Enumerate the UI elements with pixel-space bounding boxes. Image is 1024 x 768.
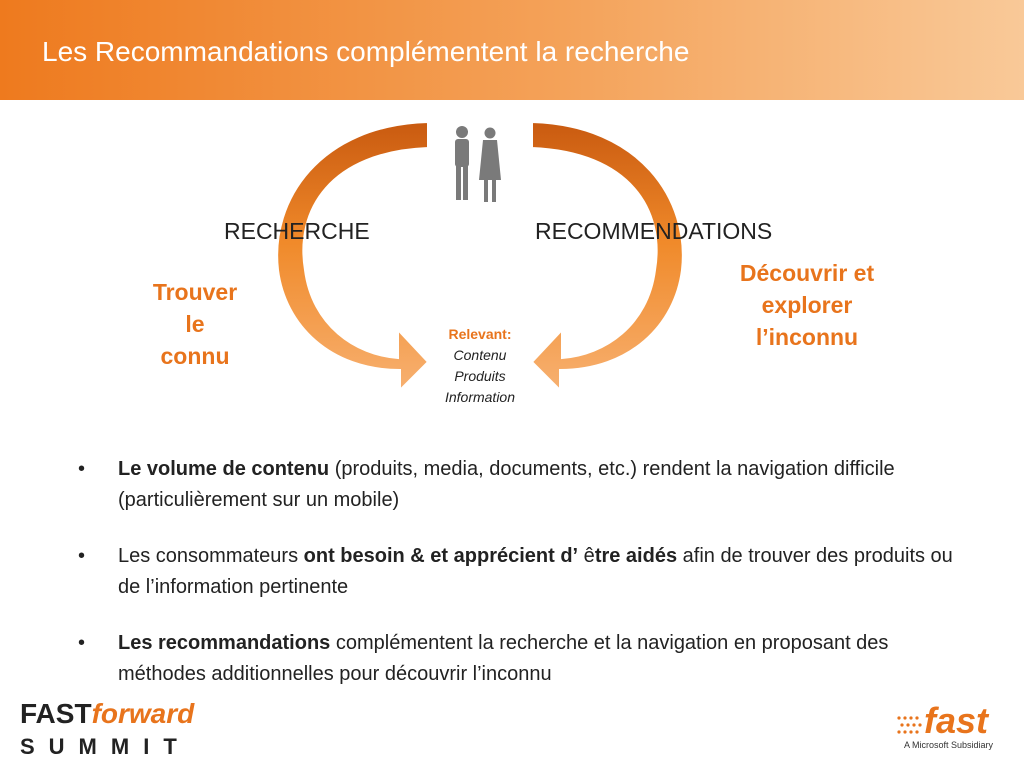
logo-forward-text: forward [91,698,195,729]
relevant-item: Produits [454,368,506,384]
bullet-text-run: complémentent la recherche et la navigation en proposant des méthodes additionnelles pour découvrir l’inconnu [118,632,889,685]
right-caption [712,257,902,353]
relevant-title: Relevant: [448,326,512,342]
left-caption-line: Trouver [152,279,238,305]
label-recherche: RECHERCHE [224,218,370,244]
left-caption-line: connu [160,343,230,369]
bullet-item [78,454,958,516]
left-arc-arrow [277,122,428,390]
bullet-text-run: Les consommateurs [118,545,304,567]
fast-dots-icon [896,714,924,736]
right-arc-arrow [532,122,683,390]
bullet-list [78,454,958,715]
logo-fast-text: FAST [20,698,92,729]
bullet-text [118,632,888,685]
bullet-dot: • [78,458,86,480]
bullet-bold-run: Les recommandations [118,632,331,654]
slide-header [0,0,1024,100]
bullet-text-run: afin de trouver des produits ou de l’information pertinente [118,545,953,598]
bullet-item [78,541,958,603]
people-icon [455,126,501,202]
bullet-text [118,545,953,598]
left-caption-line: le [185,311,205,337]
relevant-item: Contenu [453,347,507,363]
fast-logo-subtitle: A Microsoft Subsidiary [904,740,994,750]
relevant-item: Information [444,389,516,405]
bullet-bold-run: tre aidés [594,545,678,567]
label-recommendations: RECOMMENDATIONS [535,218,773,244]
left-caption [134,276,256,372]
fastforward-logo [20,698,194,730]
bullet-dot: • [78,632,86,654]
bullet-bold-run: ont besoin & et apprécient d’ [303,545,579,567]
right-caption-line: Découvrir et [739,260,875,286]
bullet-item [78,628,958,690]
right-caption-line: l’inconnu [755,324,859,350]
right-caption-line: explorer [761,292,853,318]
fast-logo-word: fast [924,700,989,741]
logo-summit-text: SUMMIT [20,734,191,759]
bullet-text [118,458,895,511]
slide-title: Les Recommandations complémentent la recherche [42,36,690,67]
bullet-dot: • [78,545,86,567]
bullet-bold-run: Le volume de contenu [118,458,330,480]
bullet-text-run: (produits, media, documents, etc.) rendent la navigation difficile (particulièrement sur un mobile) [118,458,895,511]
bullet-text-run: ê [578,545,595,567]
